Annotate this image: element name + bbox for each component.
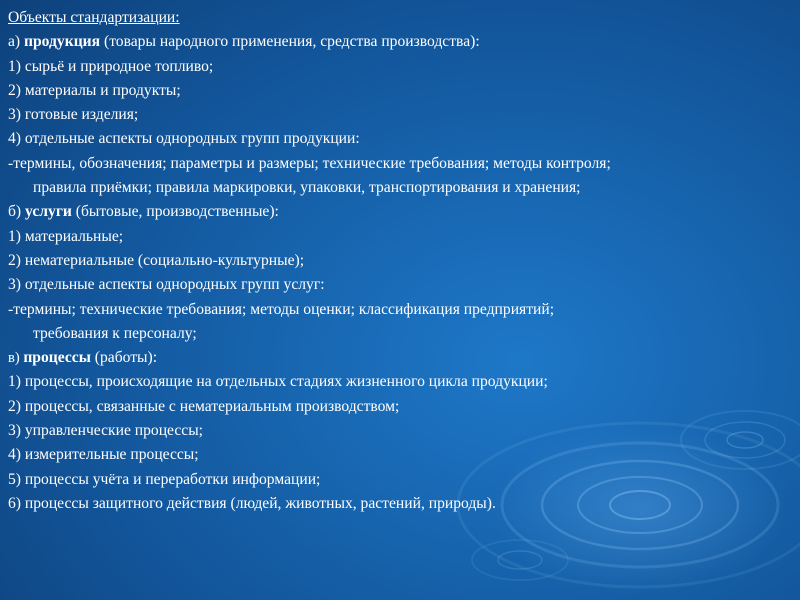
list-item: 3) управленческие процессы; xyxy=(8,422,204,440)
list-item-continuation: правила приёмки; правила маркировки, упаковки, транспортирования и хранения; xyxy=(33,179,581,197)
list-item: 2) нематериальные (социально-культурные); xyxy=(8,251,305,269)
section-products-label: продукция xyxy=(24,33,101,51)
list-item: 4) отдельные аспекты однородных групп продукции: xyxy=(8,130,360,148)
list-item: 1) материальные; xyxy=(8,227,124,245)
list-item: 4) измерительные процессы; xyxy=(8,446,199,464)
list-item: 6) процессы защитного действия (людей, животных, растений, природы). xyxy=(8,494,496,512)
slide-title: Объекты стандартизации: xyxy=(8,9,180,26)
list-item: -термины, обозначения; параметры и размеры; технические требования; методы контроля; xyxy=(8,154,611,172)
section-services-heading: б) услуги (бытовые, производственные): xyxy=(8,203,279,221)
slide-content xyxy=(8,6,794,516)
section-processes-heading: в) процессы (работы): xyxy=(8,349,158,367)
section-services-label: услуги xyxy=(25,203,72,221)
list-item: 5) процессы учёта и переработки информации; xyxy=(8,470,321,488)
list-item: 2) материалы и продукты; xyxy=(8,81,181,99)
list-item: 3) готовые изделия; xyxy=(8,106,139,124)
list-item: 1) процессы, происходящие на отдельных стадиях жизненного цикла продукции; xyxy=(8,373,548,391)
list-item: -термины; технические требования; методы оценки; классификация предприятий; xyxy=(8,300,555,318)
section-processes-label: процессы xyxy=(23,349,91,367)
list-item: 2) процессы, связанные с нематериальным производством; xyxy=(8,397,400,415)
list-item: 1) сырьё и природное топливо; xyxy=(8,57,214,75)
section-products-heading: а) продукция (товары народного применения, средства производства): xyxy=(8,33,480,51)
list-item: 3) отдельные аспекты однородных групп услуг: xyxy=(8,276,325,294)
list-item-continuation: требования к персоналу; xyxy=(33,324,197,342)
